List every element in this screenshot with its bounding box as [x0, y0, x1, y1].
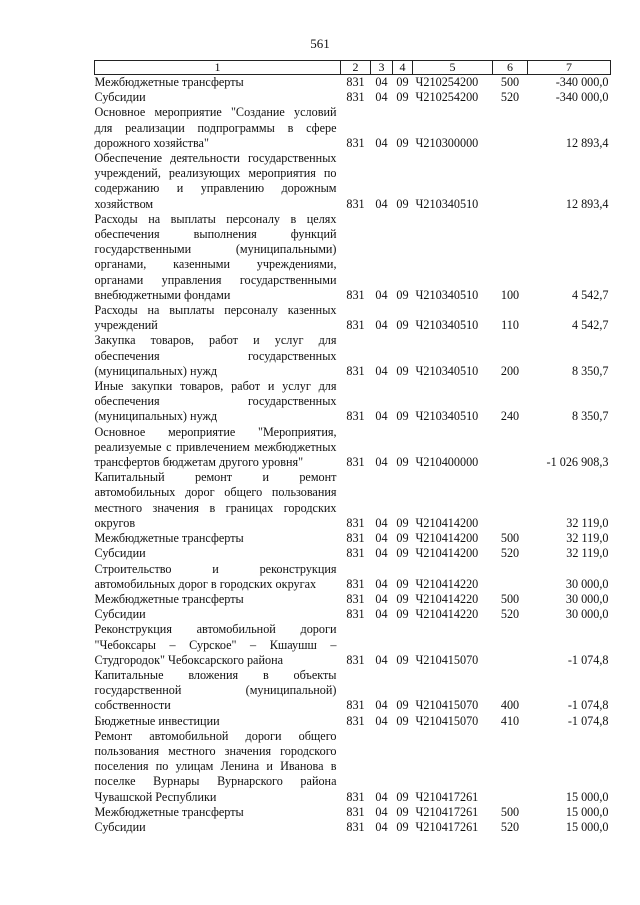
table-row — [95, 425, 611, 471]
amount-value: 30 000,0 — [565, 576, 609, 591]
target-article-code: Ч210414200 — [415, 515, 479, 530]
section-code: 04 — [375, 515, 388, 530]
table-row — [95, 668, 611, 714]
row-name: Субсидии — [94, 90, 146, 105]
table-row — [95, 729, 611, 805]
section-code: 04 — [375, 804, 388, 819]
table-row — [95, 151, 611, 212]
row-name: Капитальный ремонт и ремонт автомобильных дорог общего пользования местного значения в границах городских округов — [94, 470, 337, 530]
amount-value: 32 119,0 — [566, 515, 609, 530]
expense-type-code — [493, 729, 528, 805]
ministry-code: 831 — [346, 546, 365, 561]
target-article-code: Ч210340510 — [415, 318, 479, 333]
table-row — [95, 607, 611, 622]
amount-value: -1 074,8 — [567, 652, 609, 667]
expense-type-code: 410 — [500, 713, 520, 728]
section-code: 04 — [375, 287, 388, 302]
target-article-code: Ч210415070 — [415, 652, 479, 667]
page-number: 561 — [310, 36, 330, 51]
subsection-code: 09 — [396, 789, 409, 804]
ministry-code: 831 — [346, 607, 365, 622]
table-row — [95, 546, 611, 561]
ministry-code: 831 — [346, 318, 365, 333]
target-article-code: Ч210417261 — [415, 789, 479, 804]
amount-value: 15 000,0 — [565, 819, 609, 834]
ministry-code: 831 — [346, 698, 365, 713]
column-header-1: 1 — [95, 61, 341, 75]
subsection-code: 09 — [396, 531, 409, 546]
target-article-code: Ч210415070 — [415, 713, 479, 728]
target-article-code: Ч210414220 — [415, 591, 479, 606]
expense-type-code: 500 — [500, 804, 520, 819]
target-article-code: Ч210254200 — [415, 90, 479, 105]
expense-type-code: 520 — [500, 546, 520, 561]
row-name: Межбюджетные трансферты — [94, 804, 244, 819]
row-name: Ремонт автомобильной дороги общего пользования местного значения городского поселения по улицам Ленина и Иванова в поселке Вурнары Вурнарского района Чувашской Республики — [94, 728, 337, 804]
target-article-code: Ч210340510 — [415, 409, 479, 424]
ministry-code: 831 — [346, 804, 365, 819]
ministry-code: 831 — [346, 287, 365, 302]
subsection-code: 09 — [396, 652, 409, 667]
row-name: Бюджетные инвестиции — [94, 713, 220, 728]
expense-type-code: 500 — [500, 591, 520, 606]
ministry-code: 831 — [346, 196, 365, 211]
table-row — [95, 90, 611, 105]
row-name: Расходы на выплаты персоналу в целях обеспечения выполнения функций государственными (муниципальными) органами, казенными учреждениями, органами управления государственными внебюджетными фондами — [94, 211, 337, 302]
target-article-code: Ч210414200 — [415, 531, 479, 546]
table-row — [95, 333, 611, 379]
table-row — [95, 379, 611, 425]
subsection-code: 09 — [396, 455, 409, 470]
row-name: Строительство и реконструкция автомобильных дорог в городских округах — [94, 561, 337, 591]
target-article-code: Ч210300000 — [415, 135, 479, 150]
subsection-code: 09 — [396, 546, 409, 561]
subsection-code: 09 — [396, 576, 409, 591]
ministry-code: 831 — [346, 135, 365, 150]
section-code: 04 — [375, 819, 388, 834]
column-header-row — [95, 61, 611, 75]
expense-type-code — [493, 151, 528, 212]
ministry-code: 831 — [346, 713, 365, 728]
table-row — [95, 212, 611, 303]
target-article-code: Ч210340510 — [415, 363, 479, 378]
target-article-code: Ч210340510 — [415, 287, 479, 302]
section-code: 04 — [375, 607, 388, 622]
amount-value: 12 893,4 — [565, 135, 609, 150]
row-name: Реконструкция автомобильной дороги "Чебоксары – Сурское" – Кшаушш – Студгородок" Чебоксарского района — [94, 622, 337, 667]
target-article-code: Ч210417261 — [415, 804, 479, 819]
table-row — [95, 105, 611, 151]
subsection-code: 09 — [396, 819, 409, 834]
amount-value: -1 026 908,3 — [546, 455, 609, 470]
section-code: 04 — [375, 455, 388, 470]
section-code: 04 — [375, 409, 388, 424]
amount-value: -340 000,0 — [555, 90, 609, 105]
row-name: Субсидии — [94, 819, 146, 834]
ministry-code: 831 — [346, 90, 365, 105]
ministry-code: 831 — [346, 819, 365, 834]
expense-type-code: 240 — [500, 409, 520, 424]
expense-type-code — [493, 562, 528, 592]
table-body — [95, 75, 611, 836]
expense-type-code — [493, 105, 528, 151]
amount-value: 32 119,0 — [566, 546, 609, 561]
table-row — [95, 303, 611, 333]
ministry-code: 831 — [346, 409, 365, 424]
ministry-code: 831 — [346, 515, 365, 530]
budget-table — [94, 60, 611, 835]
expense-type-code: 520 — [500, 90, 520, 105]
row-name: Межбюджетные трансферты — [94, 591, 244, 606]
amount-value: 15 000,0 — [565, 804, 609, 819]
subsection-code: 09 — [396, 804, 409, 819]
section-code: 04 — [375, 713, 388, 728]
expense-type-code: 500 — [500, 531, 520, 546]
subsection-code: 09 — [396, 287, 409, 302]
section-code: 04 — [375, 591, 388, 606]
section-code: 04 — [375, 576, 388, 591]
row-name: Основное мероприятие "Мероприятия, реализуемые с привлечением межбюджетных трансфертов бюджетам другого уровня" — [94, 424, 337, 470]
row-name: Обеспечение деятельности государственных учреждений, реализующих мероприятия по содержанию и управлению дорожным хозяйством — [94, 151, 337, 211]
ministry-code: 831 — [346, 591, 365, 606]
section-code: 04 — [375, 789, 388, 804]
ministry-code: 831 — [346, 363, 365, 378]
amount-value: 8 350,7 — [571, 363, 609, 378]
expense-type-code: 520 — [500, 607, 520, 622]
section-code: 04 — [375, 75, 388, 89]
amount-value: 15 000,0 — [565, 789, 609, 804]
row-name: Капитальные вложения в объекты государственной (муниципальной) собственности — [94, 667, 337, 713]
section-code: 04 — [375, 531, 388, 546]
expense-type-code: 400 — [500, 698, 520, 713]
ministry-code: 831 — [346, 455, 365, 470]
target-article-code: Ч210414200 — [415, 546, 479, 561]
section-code: 04 — [375, 90, 388, 105]
section-code: 04 — [375, 652, 388, 667]
column-header-3: 3 — [371, 61, 393, 75]
subsection-code: 09 — [396, 515, 409, 530]
amount-value: -1 074,8 — [567, 713, 609, 728]
table-row — [95, 622, 611, 668]
amount-value: 30 000,0 — [565, 591, 609, 606]
row-name: Основное мероприятие "Создание условий для реализации подпрограммы в сфере дорожного хозяйства" — [94, 105, 337, 150]
subsection-code: 09 — [396, 591, 409, 606]
row-name: Межбюджетные трансферты — [94, 531, 244, 546]
section-code: 04 — [375, 363, 388, 378]
ministry-code: 831 — [346, 75, 365, 89]
expense-type-code: 520 — [500, 819, 520, 834]
column-header-5: 5 — [413, 61, 493, 75]
subsection-code: 09 — [396, 607, 409, 622]
subsection-code: 09 — [396, 713, 409, 728]
section-code: 04 — [375, 546, 388, 561]
column-header-7: 7 — [528, 61, 611, 75]
subsection-code: 09 — [396, 196, 409, 211]
subsection-code: 09 — [396, 318, 409, 333]
subsection-code: 09 — [396, 363, 409, 378]
amount-value: 4 542,7 — [571, 318, 609, 333]
expense-type-code: 100 — [500, 287, 520, 302]
amount-value: 32 119,0 — [566, 531, 609, 546]
ministry-code: 831 — [346, 789, 365, 804]
table-row — [95, 805, 611, 820]
target-article-code: Ч210400000 — [415, 455, 479, 470]
amount-value: -340 000,0 — [555, 75, 609, 89]
target-article-code: Ч210340510 — [415, 196, 479, 211]
expense-type-code: 500 — [500, 75, 520, 89]
row-name: Иные закупки товаров, работ и услуг для обеспечения государственных (муниципальных) нужд — [94, 379, 337, 424]
amount-value: -1 074,8 — [567, 698, 609, 713]
row-name: Закупка товаров, работ и услуг для обеспечения государственных (муниципальных) нужд — [94, 333, 337, 378]
amount-value: 4 542,7 — [571, 287, 609, 302]
expense-type-code: 110 — [501, 318, 519, 333]
subsection-code: 09 — [396, 698, 409, 713]
row-name: Расходы на выплаты персоналу казенных учреждений — [94, 303, 337, 333]
ministry-code: 831 — [346, 576, 365, 591]
row-name: Межбюджетные трансферты — [94, 75, 244, 89]
row-name: Субсидии — [94, 546, 146, 561]
section-code: 04 — [375, 135, 388, 150]
subsection-code: 09 — [396, 75, 409, 89]
column-header-4: 4 — [393, 61, 413, 75]
target-article-code: Ч210414220 — [415, 576, 479, 591]
table-row — [95, 470, 611, 531]
section-code: 04 — [375, 318, 388, 333]
amount-value: 30 000,0 — [565, 607, 609, 622]
table-row — [95, 820, 611, 835]
expense-type-code: 200 — [500, 363, 520, 378]
expense-type-code — [493, 425, 528, 471]
expense-type-code — [493, 622, 528, 668]
table-row — [95, 531, 611, 546]
subsection-code: 09 — [396, 409, 409, 424]
column-header-6: 6 — [493, 61, 528, 75]
ministry-code: 831 — [346, 652, 365, 667]
amount-value: 8 350,7 — [571, 409, 609, 424]
section-code: 04 — [375, 698, 388, 713]
row-name: Субсидии — [94, 607, 146, 622]
table-row — [95, 562, 611, 592]
target-article-code: Ч210254200 — [415, 75, 479, 89]
subsection-code: 09 — [396, 90, 409, 105]
target-article-code: Ч210417261 — [415, 819, 479, 834]
amount-value: 12 893,4 — [565, 196, 609, 211]
section-code: 04 — [375, 196, 388, 211]
table-row — [95, 592, 611, 607]
target-article-code: Ч210415070 — [415, 698, 479, 713]
subsection-code: 09 — [396, 135, 409, 150]
target-article-code: Ч210414220 — [415, 607, 479, 622]
table-row — [95, 714, 611, 729]
ministry-code: 831 — [346, 531, 365, 546]
column-header-2: 2 — [341, 61, 371, 75]
expense-type-code — [493, 470, 528, 531]
table-row — [95, 75, 611, 91]
